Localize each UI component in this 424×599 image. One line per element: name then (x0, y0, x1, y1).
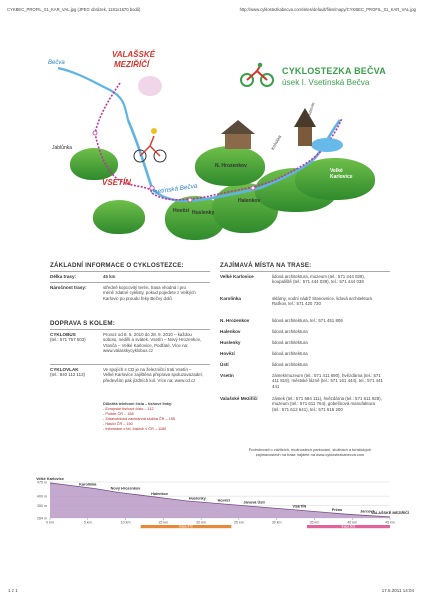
emergency-line: - Policie ČR – 158 (103, 411, 134, 416)
map-label-hovezi: Hovězí (173, 208, 190, 214)
list-item (220, 329, 390, 340)
place-name: Valašské Meziříčí (220, 396, 258, 401)
list-item (220, 318, 390, 329)
profile-place-label: Jarcová (360, 509, 375, 514)
place-desc: lidová architektura, tel.: 571 451 806 (272, 318, 343, 323)
brand-logo (240, 62, 410, 92)
map-label-mezirici: MEZIŘÍČÍ (114, 60, 150, 69)
length-value: 45 km (103, 274, 116, 279)
x-tick-label: 0 km (46, 520, 54, 525)
list-item (220, 396, 390, 424)
profile-place-label: Velké Karlovice (36, 476, 64, 481)
map-label-jablunka: Jablůnka (52, 145, 73, 151)
place-name: Velké Karlovice (220, 274, 254, 279)
print-header-right: http://www.cyklostezkabecva.com/sites/default/files/mapy/CYKBEC_PROFIL_01_KAR_VAL.jpg (239, 7, 416, 12)
emergency-title: Důležitá telefonní čísla – tísňové linky: (103, 402, 173, 406)
elevation-chart (20, 468, 410, 538)
emergency-line: - Informace o tel. číslech v ČR – 1180 (103, 426, 167, 431)
bus-value: Provoz od 8. 5. 2010 do 28. 9. 2010 – každou sobotu, neděli a svátek. Vsetín – Nový Hrozenkov, Vranča – Velké Karlovice, Podťaté. Více na: www.valasskycyklobus.cz (103, 332, 201, 354)
map-label-n-hrozenkov: N. Hrozenkov (215, 163, 247, 169)
place-name: N. Hrozenkov (220, 318, 250, 323)
emergency-line: - Zdravotnická záchranná služba ČR – 155 (103, 416, 175, 421)
profile-place-label: Halenkov (151, 492, 169, 497)
profile-place-label: VALAŠSKÉ MEZIŘÍČÍ (370, 510, 410, 515)
length-key: Délka trasy: (50, 274, 77, 279)
list-item (220, 373, 390, 396)
map-label-velke-karlovice: Velké Karlovice (330, 168, 353, 180)
train-value: Ve spojích s CD je na železniční trati Vsetín – Velké Karlovice zajištěna přeprava spoluzavazadel, především pak jízdních kol. Více na: www.cd.cz (103, 367, 203, 383)
section-label: trasa 472 (179, 524, 193, 529)
train-key: CYKLOVLAK (50, 367, 79, 372)
places-footer: Podrobnosti o zážitcích, možnostech parkování, službách a turistických zajímavostech na trase najdete na www.cyklostezkabecva.com (248, 447, 372, 457)
map-label-valasske: VALAŠSKÉ (112, 50, 155, 59)
print-footer-left: 1 z 1 (8, 588, 18, 593)
profile-place-label: Pržno (331, 508, 343, 513)
profile-place-label: Hovězí (217, 498, 230, 503)
bus-tel: (tel.: 571 757 503) (50, 337, 86, 342)
list-item (220, 340, 390, 351)
x-tick-label: 25 km (233, 520, 244, 525)
map-label-huslenky: Huslenky (192, 210, 215, 216)
brand-subtitle: úsek I. Vsetínská Bečva (282, 78, 370, 87)
place-name: Karolinka (220, 296, 241, 301)
map-label-karolinka: Karolinka (270, 156, 301, 163)
x-tick-label: 5 km (83, 520, 92, 525)
x-tick-label: 10 km (120, 520, 131, 525)
elevation-profile (20, 468, 410, 538)
print-footer-right: 17.5.2011 14:04 (381, 588, 414, 593)
profile-place-label: VSETÍN (292, 504, 307, 509)
places-list (220, 274, 390, 424)
train-tel: (tel.: 840 112 113) (50, 372, 85, 377)
print-header-left: CYKBEC_PROFIL_01_KAR_VAL.jpg (JPEG obrázek, 1181x1670 bodů) (7, 7, 141, 12)
profile-place-label: Nový Hrozenkov (110, 486, 141, 491)
x-tick-label: 40 km (347, 520, 358, 525)
place-desc: lidová architektura (272, 351, 308, 356)
place-name: Ústí (220, 362, 229, 367)
profile-place-label: Janová Ústí (243, 500, 265, 505)
route-map (40, 28, 410, 253)
place-desc: lidová architektura (272, 329, 308, 334)
x-tick-label: 20 km (196, 520, 207, 525)
place-desc: lidová architektura (272, 340, 308, 345)
list-item (220, 296, 390, 318)
emergency-line: - Evropské tísňové číslo – 112 (103, 406, 154, 411)
place-desc: zámek (tel.: 571 684 111), hvězdárna (tel.: 571 611 928), muzeum (tel.: 571 611 764), gobelínová manufaktura (tel.: 571 612 641), tel.: 571 615 200 (272, 396, 382, 412)
map-label-becva: Bečva (48, 60, 65, 66)
transport-title: DOPRAVA S KOLEM: (50, 320, 115, 327)
map-label-vsetin: VSETÍN (102, 178, 131, 187)
difficulty-key: Náročnost trasy: (50, 285, 87, 290)
emergency-line: - Hasiči ČR – 150 (103, 421, 133, 426)
brand-title: CYKLOSTEZKA BEČVA (282, 66, 386, 76)
place-desc: lidová architektura, muzeum (tel.: 571 444 039), koupaliště (tel.: 571 444 039), tel.: 571 444 039 (272, 274, 365, 285)
info-title: ZÁKLADNÍ INFORMACE O CYKLOSTEZCE: (50, 262, 184, 269)
y-tick-label: 284 m (37, 516, 47, 521)
bus-key: CYKLOBUS (50, 332, 76, 337)
difficulty-value: středně kopcovitý terén, trasa vhodná i pro méně zdatné cyklisty, pokud pojedete z Velkých Karlovic po proudu řeky Bečvy dolů (103, 285, 196, 301)
list-item (220, 351, 390, 362)
x-tick-label: 15 km (158, 520, 169, 525)
places-title: ZAJÍMAVÁ MÍSTA NA TRASE: (220, 262, 312, 269)
x-tick-label: 30 km (271, 520, 282, 525)
section-label: trasa 501 (341, 524, 356, 529)
profile-place-label: Karolinka (79, 482, 97, 487)
cyclist-logo-icon (240, 62, 276, 88)
map-label-muzeum: muzeum (305, 101, 316, 120)
y-tick-label: 350 m (37, 504, 47, 509)
emergency-box (103, 402, 203, 431)
list-item (220, 362, 390, 373)
y-tick-label: 400 m (37, 494, 47, 499)
profile-place-label: Huslenky (188, 496, 206, 501)
list-item (220, 274, 390, 296)
place-desc: lidová architektura (272, 362, 308, 367)
map-label-kohutka: Kohútka (269, 134, 283, 151)
map-label-vsetinska-becva: Vsetínská Bečva (149, 182, 198, 197)
info-section (50, 262, 210, 431)
place-name: Huslenky (220, 340, 241, 345)
x-tick-label: 45 km (385, 520, 395, 525)
place-desc: zámek/muzeum (tel.: 571 411 690), hvězdárna (tel.: 571 411 819), městské lázně (tel.: 571 161 444), tel.: 571 441 441 (272, 373, 383, 389)
y-tick-label: 475 m (37, 480, 47, 485)
x-tick-label: 35 km (309, 520, 320, 525)
place-name: Hovězí (220, 351, 235, 356)
place-name: Vsetín (220, 373, 234, 378)
place-name: Halenkov (220, 329, 241, 334)
places-section (220, 262, 390, 457)
map-label-halenkov: Halenkov (238, 198, 261, 204)
place-desc: sklárny, vodní nádrž Stanovnice, lidová architektura Raťkov, tel.: 571 420 730 (272, 296, 372, 307)
